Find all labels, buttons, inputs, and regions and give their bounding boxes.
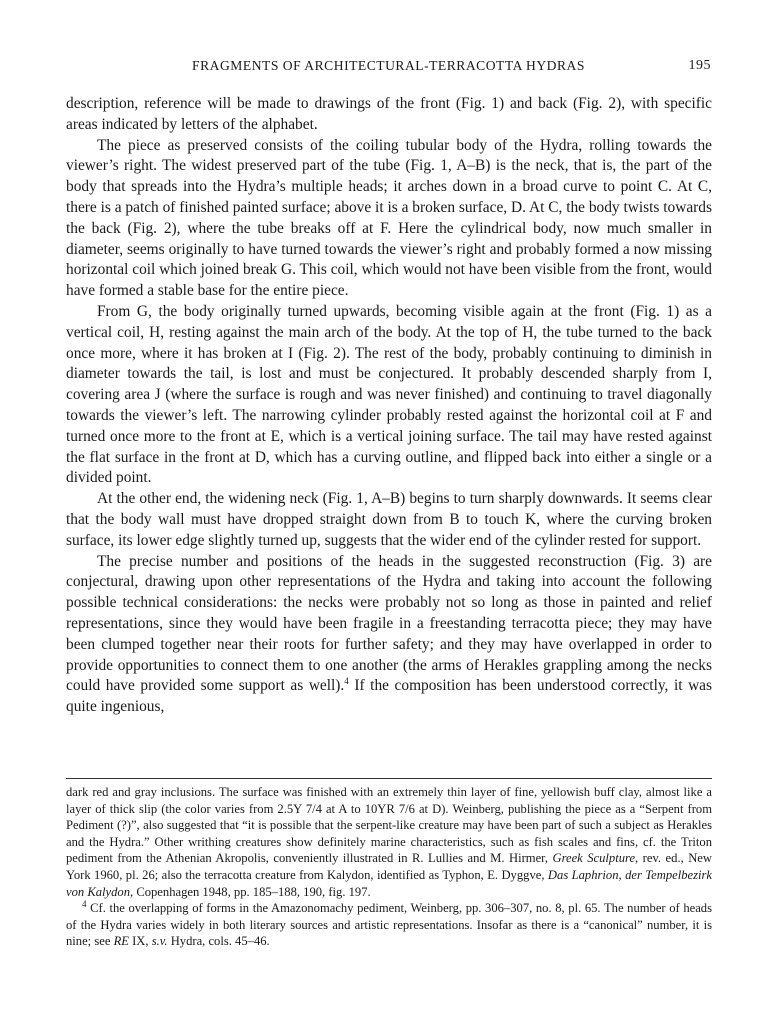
footnote-abbrev-italic: RE xyxy=(113,934,129,949)
footnote-number: 4 xyxy=(82,898,87,909)
running-title: FRAGMENTS OF ARCHITECTURAL-TERRACOTTA HYDRAS xyxy=(192,58,585,73)
page-number: 195 xyxy=(688,58,711,73)
body-text xyxy=(66,94,712,718)
paragraph-5-text-end: If the composition has been understood correctly, it was quite ingenious, xyxy=(66,677,712,716)
footnote-title-italic: Das Laphrion, der Tempelbezirk von Kalydon xyxy=(66,867,712,899)
footnote-continued xyxy=(66,784,712,900)
footnote-text: , rev. ed., New York 1960, pl. 26; also the terracotta creature from Kalydon, identified as Typhon, E. Dyggve, xyxy=(66,851,712,882)
footnote-divider xyxy=(66,778,712,779)
paragraph-2: The piece as preserved consists of the coiling tubular body of the Hydra, rolling towards the viewer’s right. The widest preserved part of the tube (Fig. 1, A–B) is the neck, that is, the part of the body that spreads into the Hydra’s multiple heads; it arches down in a broad curve to point C. At C, there is a patch of finished painted surface; above it is a broken surface, D. At C, the body twists towards the back (Fig. 2), where the tube breaks off at F. Here the cylindrical body, now much smaller in diameter, seems originally to have turned towards the viewer’s right and probably formed a now missing horizontal coil which joined break G. This coil, which would not have been visible from the front, would have formed a stable base for the entire piece. xyxy=(66,136,712,300)
paragraph-1: description, reference will be made to drawings of the front (Fig. 1) and back (Fig. 2), with specific areas indicated by letters of the alphabet. xyxy=(66,95,712,133)
running-head xyxy=(66,58,711,78)
paragraph-4: At the other end, the widening neck (Fig. 1, A–B) begins to turn sharply downwards. It seems clear that the body wall must have dropped straight down from B to touch K, where the curving broken surface, its lower edge slightly turned up, suggests that the wider end of the cylinder rested for support. xyxy=(66,490,712,549)
footnote-text: IX, xyxy=(128,934,152,949)
footnotes xyxy=(66,784,712,950)
footnote-text: dark red and gray inclusions. The surface was finished with an extremely thin layer of fine, yellowish buff clay, almost like a layer of thick slip (the color varies from 2.5Y 7/4 at A to 10YR 7/6 at D). Weinberg, publishing the piece as a “Serpent from Pediment (?)”, also suggested that “it is possible that the serpent-like creature may have been part of such a subject as Herakles and the Hydra.” Other writhing creatures show definitely marine characteristics, such as fish scales and fins, cf. the Triton pediment from the Athenian Akropolis, conveniently illustrated in R. Lullies and M. Hirmer, xyxy=(66,785,712,866)
footnote-text: Hydra, cols. 45–46. xyxy=(167,934,270,949)
paragraph-5 xyxy=(66,552,712,718)
footnote-text: , Copenhagen 1948, pp. 185–188, 190, fig. 197. xyxy=(130,884,371,899)
footnote-title-italic: Greek Sculpture xyxy=(552,851,636,866)
footnote-4 xyxy=(66,900,712,950)
footnote-ref-4: 4 xyxy=(344,676,349,687)
paragraph-5-text: The precise number and positions of the heads in the suggested reconstruction (Fig. 3) are conjectural, drawing upon other representations of the Hydra and taking into account the following possible technical considerations: the necks were probably not so long as those in painted and relief representations, since they would have been fragile in a freestanding terracotta piece; they may have been clumped together near their roots for further safety; and they may have overlapped in order to provide opportunities to connect them to one another (the arms of Herakles grappling among the necks could have provided some support as well). xyxy=(66,552,712,695)
footnote-abbrev-italic: s.v. xyxy=(151,934,168,949)
footnote-text: Cf. the overlapping of forms in the Amazonomachy pediment, Weinberg, pp. 306–307, no. 8, pl. 65. The number of heads of the Hydra varies widely in both literary sources and artistic representations. Insofar as there is a “canonical” number, it is nine; see xyxy=(66,901,712,949)
paragraph-3: From G, the body originally turned upwards, becoming visible again at the front (Fig. 1) as a vertical coil, H, resting against the main arch of the body. At the top of H, the tube turned to the back once more, where it has broken at I (Fig. 2). The rest of the body, probably continuing to diminish in diameter towards the tail, is lost and must be conjectured. It probably descended sharply from I, covering area J (where the surface is rough and was never finished) and continuing to travel diagonally towards the viewer’s left. The narrowing cylinder probably rested against the horizontal coil at F and turned once more to the front at E, which is a vertical joining surface. The tail may have rested against the flat surface in the front at D, which has a curving outline, and flipped back into either a single or a divided point. xyxy=(66,302,712,487)
